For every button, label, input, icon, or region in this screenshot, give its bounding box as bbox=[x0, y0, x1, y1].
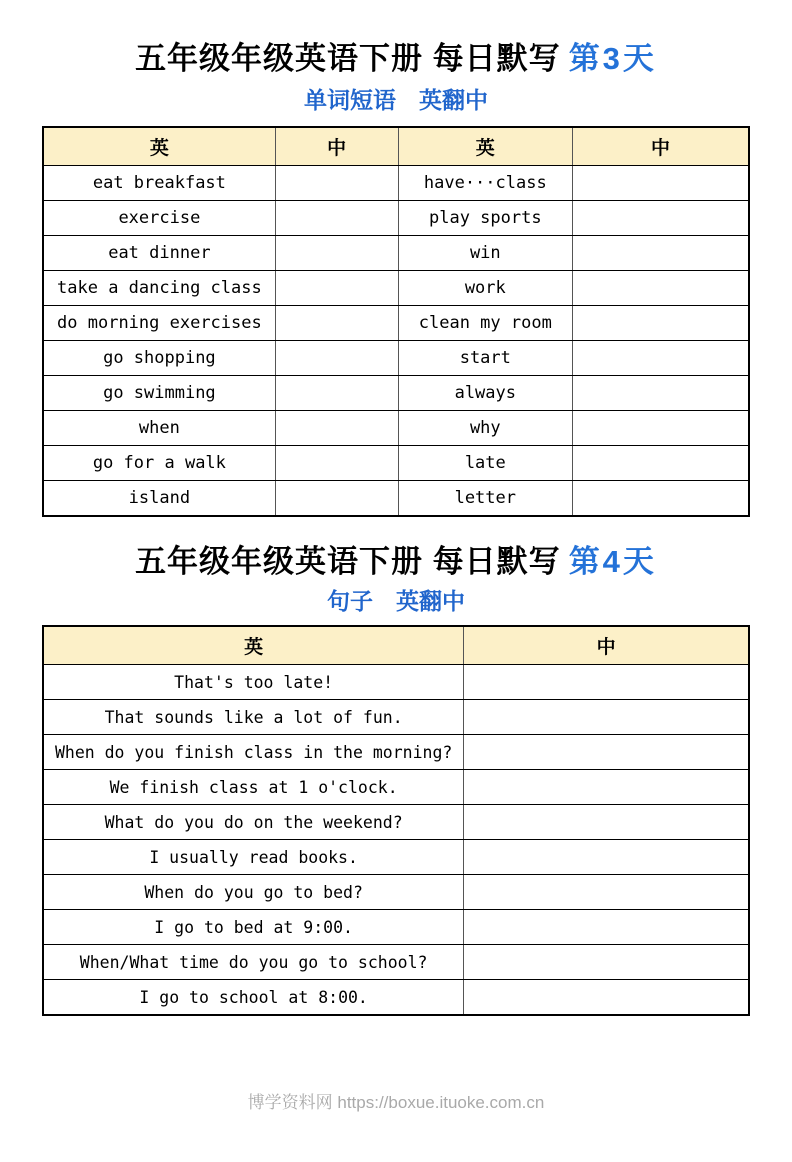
header-row bbox=[43, 127, 749, 166]
english-cell: eat breakfast bbox=[43, 166, 275, 201]
column-header: 中 bbox=[572, 127, 749, 166]
table-row bbox=[43, 980, 749, 1016]
english-cell: When do you go to bed? bbox=[43, 875, 464, 910]
english-cell: work bbox=[398, 271, 572, 306]
day4-title bbox=[42, 543, 750, 581]
english-cell: What do you do on the weekend? bbox=[43, 805, 464, 840]
table-row bbox=[43, 805, 749, 840]
english-cell: We finish class at 1 o'clock. bbox=[43, 770, 464, 805]
answer-blank-cell bbox=[275, 341, 398, 376]
table-row bbox=[43, 735, 749, 770]
day3-vocab-table bbox=[42, 126, 750, 517]
answer-blank-cell bbox=[464, 665, 749, 700]
day4-subtitle: 句子 英翻中 bbox=[327, 588, 465, 615]
day3-subtitle: 单词短语 英翻中 bbox=[304, 87, 488, 114]
table-row bbox=[43, 411, 749, 446]
english-cell: That sounds like a lot of fun. bbox=[43, 700, 464, 735]
answer-blank-cell bbox=[275, 411, 398, 446]
answer-blank-cell bbox=[572, 306, 749, 341]
table-row bbox=[43, 945, 749, 980]
answer-blank-cell bbox=[572, 411, 749, 446]
english-cell: letter bbox=[398, 481, 572, 517]
site-watermark: 博学资料网 https://boxue.ituoke.com.cn bbox=[247, 1093, 545, 1112]
answer-blank-cell bbox=[572, 201, 749, 236]
english-cell: clean my room bbox=[398, 306, 572, 341]
english-cell: when bbox=[43, 411, 275, 446]
answer-blank-cell bbox=[572, 271, 749, 306]
answer-blank-cell bbox=[464, 910, 749, 945]
answer-blank-cell bbox=[464, 735, 749, 770]
answer-blank-cell bbox=[275, 481, 398, 517]
english-cell: why bbox=[398, 411, 572, 446]
answer-blank-cell bbox=[275, 376, 398, 411]
answer-blank-cell bbox=[464, 805, 749, 840]
english-cell: go swimming bbox=[43, 376, 275, 411]
column-header: 中 bbox=[275, 127, 398, 166]
english-cell: start bbox=[398, 341, 572, 376]
english-cell: play sports bbox=[398, 201, 572, 236]
answer-blank-cell bbox=[464, 700, 749, 735]
english-cell: I go to bed at 9:00. bbox=[43, 910, 464, 945]
answer-blank-cell bbox=[275, 446, 398, 481]
english-cell: eat dinner bbox=[43, 236, 275, 271]
table-row bbox=[43, 271, 749, 306]
english-cell: late bbox=[398, 446, 572, 481]
answer-blank-cell bbox=[464, 875, 749, 910]
answer-blank-cell bbox=[572, 481, 749, 517]
english-cell: go shopping bbox=[43, 341, 275, 376]
english-cell: That's too late! bbox=[43, 665, 464, 700]
answer-blank-cell bbox=[572, 376, 749, 411]
english-cell: do morning exercises bbox=[43, 306, 275, 341]
answer-blank-cell bbox=[275, 236, 398, 271]
day4-title-main: 五年级年级英语下册 每日默写 bbox=[135, 544, 561, 579]
answer-blank-cell bbox=[572, 341, 749, 376]
english-cell: island bbox=[43, 481, 275, 517]
english-cell: take a dancing class bbox=[43, 271, 275, 306]
column-header: 英 bbox=[398, 127, 572, 166]
english-cell: win bbox=[398, 236, 572, 271]
english-cell: exercise bbox=[43, 201, 275, 236]
table-row bbox=[43, 201, 749, 236]
english-cell: When do you finish class in the morning? bbox=[43, 735, 464, 770]
day3-title bbox=[42, 40, 750, 78]
table-row bbox=[43, 665, 749, 700]
answer-blank-cell bbox=[464, 980, 749, 1016]
answer-blank-cell bbox=[275, 306, 398, 341]
table-row bbox=[43, 166, 749, 201]
answer-blank-cell bbox=[572, 236, 749, 271]
english-cell: When/What time do you go to school? bbox=[43, 945, 464, 980]
answer-blank-cell bbox=[464, 945, 749, 980]
day3-title-day: 第3天 bbox=[568, 41, 657, 76]
answer-blank-cell bbox=[275, 201, 398, 236]
answer-blank-cell bbox=[275, 271, 398, 306]
table-row bbox=[43, 770, 749, 805]
column-header: 中 bbox=[464, 626, 749, 665]
english-cell: go for a walk bbox=[43, 446, 275, 481]
table-row bbox=[43, 236, 749, 271]
table-row bbox=[43, 481, 749, 517]
table-row bbox=[43, 446, 749, 481]
table-row bbox=[43, 306, 749, 341]
answer-blank-cell bbox=[275, 166, 398, 201]
day4-sentence-table bbox=[42, 625, 750, 1016]
table-row bbox=[43, 700, 749, 735]
answer-blank-cell bbox=[464, 770, 749, 805]
day4-title-day: 第4天 bbox=[568, 544, 657, 579]
table-row bbox=[43, 376, 749, 411]
answer-blank-cell bbox=[572, 446, 749, 481]
table-row bbox=[43, 875, 749, 910]
answer-blank-cell bbox=[572, 166, 749, 201]
day3-section bbox=[42, 40, 750, 517]
english-cell: have···class bbox=[398, 166, 572, 201]
column-header: 英 bbox=[43, 127, 275, 166]
day3-title-main: 五年级年级英语下册 每日默写 bbox=[135, 41, 561, 76]
table-row bbox=[43, 341, 749, 376]
day4-section bbox=[42, 543, 750, 1016]
answer-blank-cell bbox=[464, 840, 749, 875]
english-cell: I go to school at 8:00. bbox=[43, 980, 464, 1016]
table-row bbox=[43, 840, 749, 875]
table-row bbox=[43, 910, 749, 945]
english-cell: always bbox=[398, 376, 572, 411]
english-cell: I usually read books. bbox=[43, 840, 464, 875]
column-header: 英 bbox=[43, 626, 464, 665]
header-row bbox=[43, 626, 749, 665]
